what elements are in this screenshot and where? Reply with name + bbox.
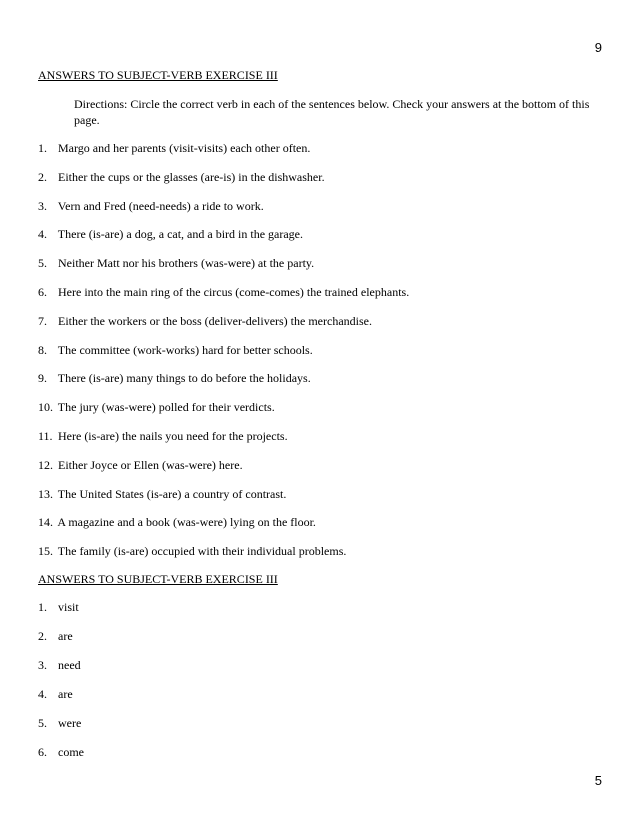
exercise-item bbox=[38, 544, 346, 559]
directions-text: Directions: Circle the correct verb in each of the sentences below. Check your answers at the bottom of this page. bbox=[74, 97, 590, 127]
exercise-item-text: The committee (work-works) hard for better schools. bbox=[57, 342, 313, 357]
exercise-item-text: A magazine and a book (was-were) lying on the floor. bbox=[57, 515, 316, 530]
answer-item-text: visit bbox=[58, 600, 79, 614]
exercise-item-number: 2. bbox=[38, 169, 47, 184]
exercise-item-text: Here into the main ring of the circus (come-comes) the trained elephants. bbox=[58, 285, 410, 299]
exercise-item bbox=[38, 458, 243, 473]
answer-item-number: 5. bbox=[38, 716, 47, 730]
exercise-item-text: The jury (was-were) polled for their verdicts. bbox=[57, 400, 275, 415]
answer-item bbox=[38, 600, 79, 615]
answer-item-number: 2. bbox=[38, 629, 47, 643]
answer-item-text: come bbox=[58, 745, 84, 759]
exercise-item-text: The United States (is-are) a country of contrast. bbox=[57, 486, 287, 501]
answer-item bbox=[38, 745, 84, 760]
exercise-item-number: 12. bbox=[38, 457, 53, 472]
answer-item bbox=[38, 716, 81, 731]
exercise-item bbox=[38, 199, 264, 214]
exercise-item-text: The family (is-are) occupied with their individual problems. bbox=[57, 544, 347, 559]
exercise-item bbox=[38, 285, 409, 300]
answer-item-text: are bbox=[58, 687, 73, 701]
answer-item-text: are bbox=[58, 629, 73, 643]
exercise-item-number: 14. bbox=[38, 515, 53, 530]
answer-item-text: were bbox=[58, 716, 82, 730]
exercise-item-text: Neither Matt nor his brothers (was-were) at the party. bbox=[58, 256, 315, 271]
exercise-item bbox=[38, 515, 316, 530]
exercise-item-text: There (is-are) a dog, a cat, and a bird in the garage. bbox=[57, 227, 304, 242]
exercise-item bbox=[38, 314, 372, 329]
exercise-item-text: Vern and Fred (need-needs) a ride to work. bbox=[57, 198, 264, 213]
exercise-item-text: Either Joyce or Ellen (was-were) here. bbox=[58, 457, 243, 472]
answer-item-number: 3. bbox=[38, 658, 47, 672]
exercise-item-text: Margo and her parents (visit-visits) each other often. bbox=[58, 141, 311, 155]
answer-item bbox=[38, 629, 73, 644]
exercise-item-text: Here (is-are) the nails you need for the projects. bbox=[58, 429, 288, 443]
exercise-item-number: 13. bbox=[38, 486, 53, 501]
exercise-item-number: 10. bbox=[38, 400, 53, 415]
exercise-item-number: 6. bbox=[38, 285, 47, 299]
exercise-item-number: 4. bbox=[38, 227, 47, 242]
answer-item-number: 1. bbox=[38, 600, 47, 614]
answers-heading: ANSWERS TO SUBJECT-VERB EXERCISE III bbox=[38, 572, 278, 586]
exercise-item-number: 15. bbox=[38, 544, 53, 559]
page-number-top: 9 bbox=[594, 40, 602, 55]
exercise-item-text: There (is-are) many things to do before the holidays. bbox=[57, 371, 311, 386]
exercise-item bbox=[38, 429, 288, 444]
exercise-item-number: 5. bbox=[38, 256, 47, 271]
answer-item-number: 4. bbox=[38, 687, 47, 701]
exercise-item bbox=[38, 343, 313, 358]
exercise-item bbox=[38, 141, 310, 156]
exercise-item-number: 3. bbox=[38, 198, 47, 213]
exercise-item-number: 1. bbox=[38, 141, 47, 155]
exercise-item-number: 8. bbox=[38, 342, 47, 357]
exercise-item-number: 11. bbox=[38, 429, 53, 443]
exercise-item bbox=[38, 227, 303, 242]
exercise-heading: ANSWERS TO SUBJECT-VERB EXERCISE III bbox=[38, 68, 278, 82]
answer-item-number: 6. bbox=[38, 745, 47, 759]
exercise-item bbox=[38, 487, 286, 502]
exercise-item-number: 9. bbox=[38, 371, 47, 386]
page-number-bottom: 5 bbox=[594, 773, 602, 788]
answer-item bbox=[38, 687, 73, 702]
answer-item bbox=[38, 658, 81, 673]
exercise-item-text: Either the cups or the glasses (are-is) in the dishwasher. bbox=[58, 169, 325, 184]
exercise-item-number: 7. bbox=[38, 313, 47, 328]
exercise-item bbox=[38, 371, 311, 386]
answer-item-text: need bbox=[58, 658, 81, 672]
exercise-item-text: Either the workers or the boss (deliver-delivers) the merchandise. bbox=[58, 313, 372, 328]
exercise-item bbox=[38, 400, 275, 415]
exercise-item bbox=[38, 256, 314, 271]
exercise-item bbox=[38, 170, 325, 185]
